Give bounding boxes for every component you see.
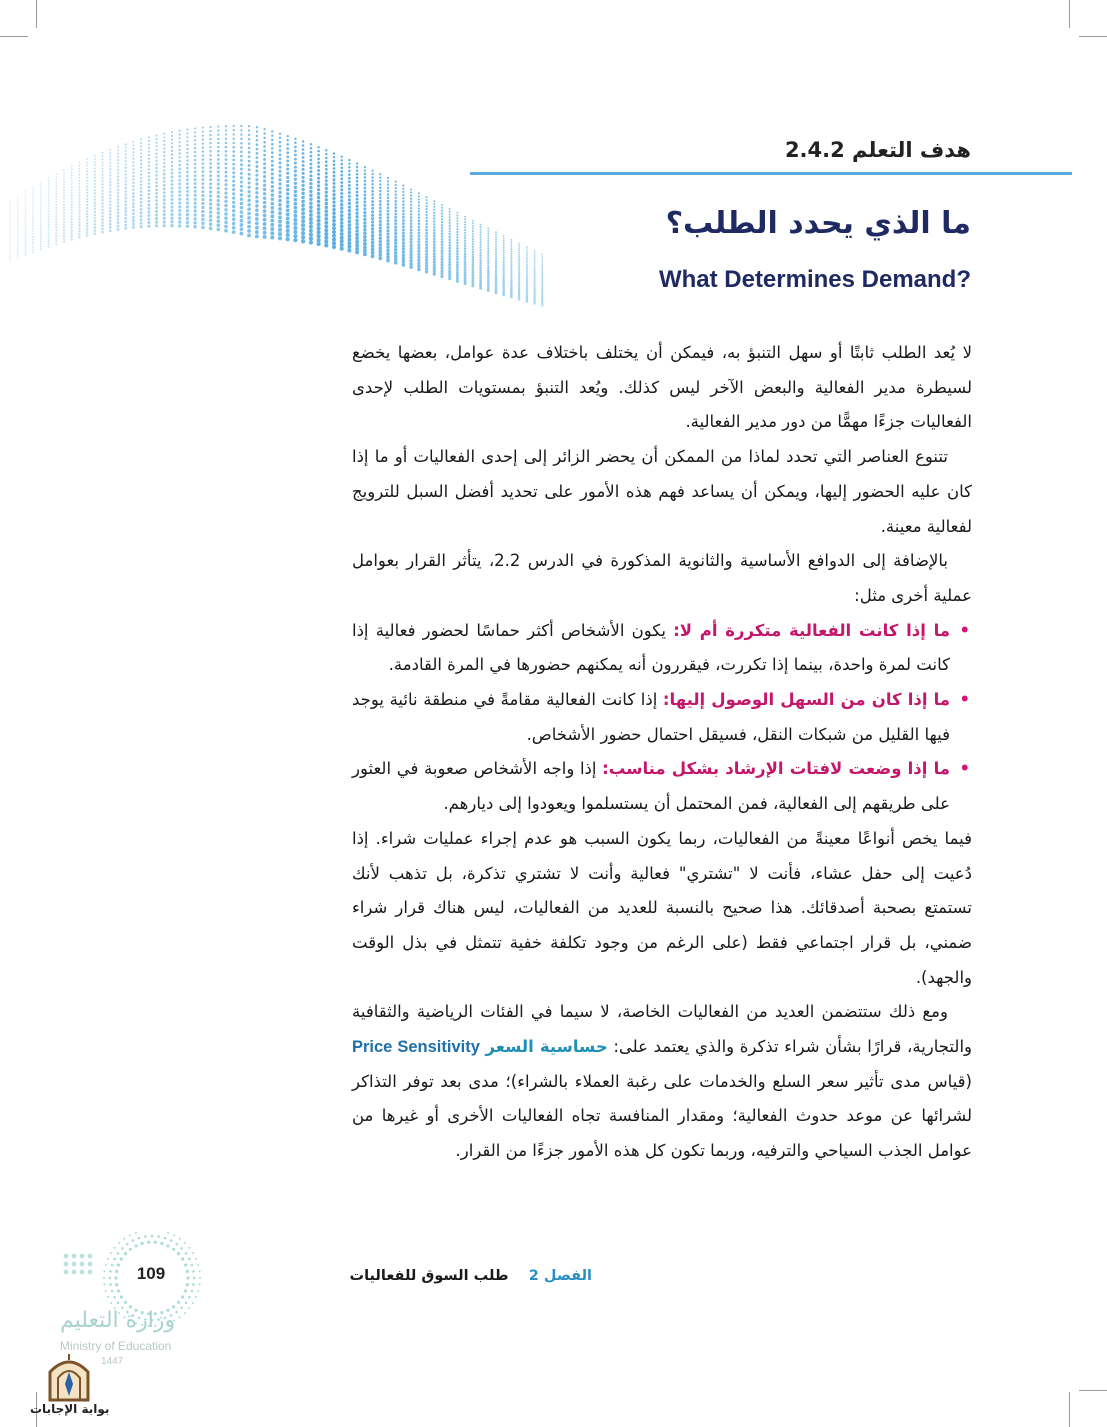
key-term-arabic: حساسية السعر [485,1037,608,1057]
paragraph-1: لا يُعد الطلب ثابتًا أو سهل التنبؤ به، فيمكن أن يختلف باختلاف عدة عوامل، بعضها يخضع لسيطرة مدير الفعالية والبعض الآخر ليس كذلك. ويُعد التنبؤ بمستويات الطلب لإحدى الفعاليات جزءًا مهمًّا من دور مدير الفعالية. [352,343,972,432]
key-term-english: Price Sensitivity [352,1038,480,1057]
paragraph-5-start: ومع ذلك ستتضمن العديد من الفعاليات الخاصة، لا سيما في الفئات الرياضية والثقافية والتجارية، قرارًا بشأن شراء تذكرة والذي يعتمد على: [352,1002,972,1057]
list-item [352,614,970,683]
paragraph-2: تتنوع العناصر التي تحدد لماذا من الممكن أن يحضر الزائر إلى إحدى الفعاليات أو ما إذا كان عليه الحضور إليها، ويمكن أن يساعد فهم هذه الأمور على تحديد أفضل السبل للترويج لفعالية معينة. [352,447,972,536]
crop-mark [1069,1392,1070,1427]
bullet-icon: • [959,690,970,710]
list-item-text: يكون الأشخاص أكثر حماسًا لحضور فعالية إذا كانت لمرة واحدة، بينما إذا تكررت، فيقررون أنه يمكنهم حضورها في المرة القادمة. [352,620,950,675]
paragraph-3: بالإضافة إلى الدوافع الأساسية والثانوية المذكورة في الدرس 2.2، يتأثر القرار بعوامل عملية أخرى مثل: [352,551,972,605]
answers-portal-label: بوابة الإجابات [30,1402,110,1416]
learning-objective-heading: هدف التعلم 2.4.2 [784,138,971,162]
paragraph-5-end: (قياس مدى تأثير سعر السلع والخدمات على رغبة العملاء بالشراء)؛ مدى بعد توفر التذاكر لشرائها عن موعد حدوث الفعالية؛ ومقدار المنافسة تجاه الفعاليات الأخرى أو غيرها من عوامل الجذب السياحي والترفيه، وربما تكون كل هذه الأمور جزءًا من القرار. [352,1071,972,1161]
list-item-text: إذا واجه الأشخاص صعوبة في العثور على طريقهم إلى الفعالية، فمن المحتمل أن يستسلموا ويعودوا إلى ديارهم. [352,759,950,814]
page-title-arabic: ما الذي يحدد الطلب؟ [665,206,971,241]
bullet-icon: • [959,620,970,640]
bullet-icon: • [959,759,970,779]
body-text [352,336,972,1169]
crop-mark [1079,36,1107,37]
heading-divider [470,172,1072,175]
ministry-name-arabic: وزارة التعليم [60,1308,176,1333]
list-item-text: إذا كانت الفعالية مقامةً في منطقة نائية يوجد فيها القليل من شبكات النقل، فسيقل احتمال حضور الأشخاص. [352,690,950,744]
decorative-wave [0,80,560,320]
page-title-english: What Determines Demand? [658,266,971,293]
paragraph-5 [352,995,972,1169]
list-item-heading: ما إذا كان من السهل الوصول إليها: [662,690,951,710]
factor-list [352,614,972,822]
crop-mark [0,36,28,37]
crop-mark [1069,0,1070,28]
answers-portal-logo-icon [44,1350,94,1402]
ministry-year: 1447 [101,1356,124,1367]
crop-mark [36,0,37,28]
chapter-title: طلب السوق للفعاليات [349,1268,509,1284]
chapter-label: الفصل 2 [528,1268,592,1284]
list-item-heading: ما إذا كانت الفعالية متكررة أم لا: [673,620,950,640]
list-item [352,752,970,821]
page-number: 109 [136,1264,166,1283]
chapter-footer [350,1268,593,1284]
ministry-name-english: Ministry of Education [60,1339,172,1353]
paragraph-4: فيما يخص أنواعًا معينةً من الفعاليات، ربما يكون السبب هو عدم إجراء عمليات شراء. إذا دُعيت إلى حفل عشاء، فأنت لا "تشتري" فعالية وأنت لا تشتري تذكرة، بل تذهب لأنك تستمتع بصحبة أصدقائك. هذا صحيح بالنسبة للعديد من الفعاليات، ليس هناك قرار شراء ضمني، بل قرار اجتماعي فقط (على الرغم من وجود تكلفة خفية تتمثل في بذل الوقت والجهد). [352,828,972,987]
crop-mark [1079,1390,1107,1391]
list-item [352,683,970,752]
list-item-heading: ما إذا وضعت لافتات الإرشاد بشكل مناسب: [602,759,950,779]
